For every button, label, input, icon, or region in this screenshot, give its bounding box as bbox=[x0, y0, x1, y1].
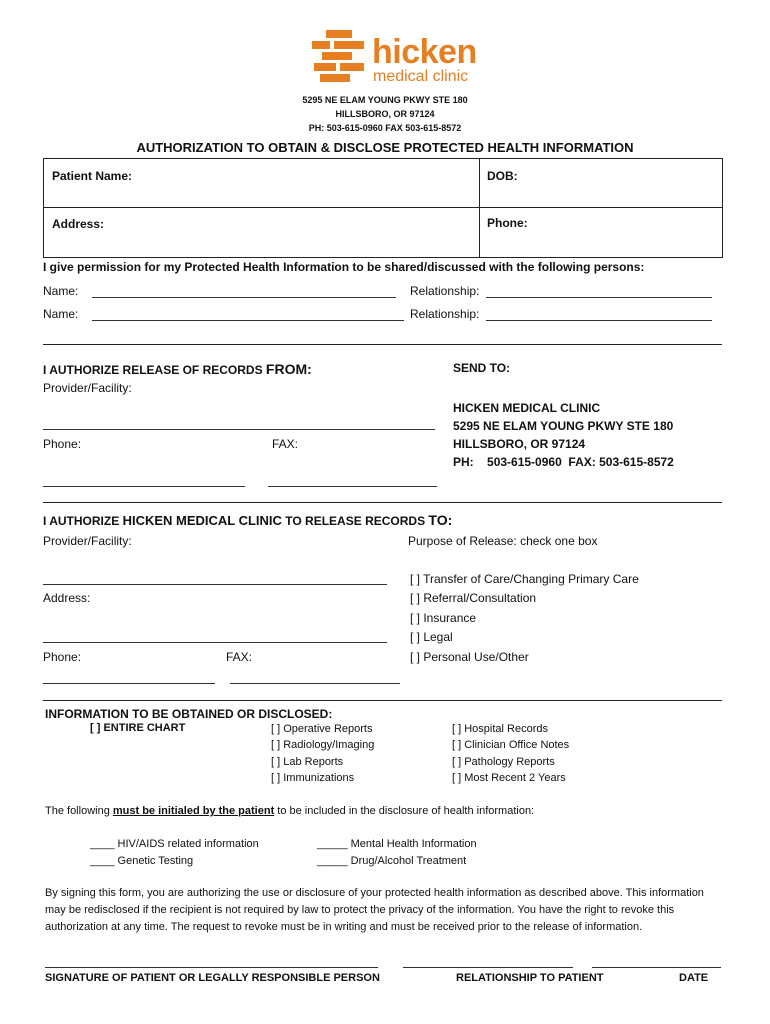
person2-name-label: Name: bbox=[43, 307, 79, 321]
info-lab-reports[interactable]: [ ] Lab Reports bbox=[271, 756, 344, 768]
permission-statement: I give permission for my Protected Health Information to be shared/discussed with the following persons: bbox=[43, 260, 645, 274]
from-fax-label: FAX: bbox=[272, 437, 299, 451]
info-recent-2-years[interactable]: [ ] Most Recent 2 Years bbox=[452, 772, 566, 784]
disclaimer-line-1: By signing this form, you are authorizing the use or disclosure of your protected health information as described above. This information bbox=[45, 887, 704, 899]
from-provider-line[interactable] bbox=[43, 429, 435, 430]
section-divider bbox=[43, 502, 722, 503]
info-operative-reports[interactable]: [ ] Operative Reports bbox=[271, 723, 373, 735]
address-field[interactable]: Address: bbox=[52, 217, 105, 231]
info-entire-chart[interactable]: [ ] ENTIRE CHART bbox=[90, 722, 186, 734]
person1-name-label: Name: bbox=[43, 284, 79, 298]
signature-label: SIGNATURE OF PATIENT OR LEGALLY RESPONSIBLE PERSON bbox=[45, 972, 380, 984]
clinic-address-line1: 5295 NE ELAM YOUNG PKWY STE 180 bbox=[302, 95, 468, 105]
person2-relationship-label: Relationship: bbox=[410, 307, 480, 321]
send-to-phone-fax: PH: 503-615-0960 FAX: 503-615-8572 bbox=[453, 455, 674, 469]
from-phone-line[interactable] bbox=[43, 486, 245, 487]
section-divider bbox=[43, 700, 722, 701]
info-hospital-records[interactable]: [ ] Hospital Records bbox=[452, 723, 548, 735]
to-phone-line[interactable] bbox=[43, 683, 215, 684]
section-divider bbox=[43, 344, 722, 345]
patient-info-box bbox=[43, 158, 723, 258]
from-phone-label: Phone: bbox=[43, 437, 82, 451]
clinic-phone-fax: PH: 503-615-0960 FAX 503-615-8572 bbox=[308, 123, 462, 133]
disclaimer-line-2: may be redisclosed if the recipient is not required by law to protect the privacy of the information. You have the right to revoke this bbox=[45, 904, 675, 916]
purpose-option-referral[interactable]: [ ] Referral/Consultation bbox=[410, 591, 537, 605]
info-radiology-imaging[interactable]: [ ] Radiology/Imaging bbox=[271, 739, 375, 751]
person2-name-line[interactable] bbox=[92, 320, 404, 321]
initials-intro: The following must be initialed by the patient to be included in the disclosure of health information: bbox=[45, 805, 535, 817]
info-clinician-notes[interactable]: [ ] Clinician Office Notes bbox=[452, 739, 570, 751]
person2-relationship-line[interactable] bbox=[486, 320, 712, 321]
to-phone-label: Phone: bbox=[43, 650, 82, 664]
to-address-line[interactable] bbox=[43, 642, 387, 643]
to-address-label: Address: bbox=[43, 591, 91, 605]
initial-hiv-aids[interactable]: ____ HIV/AIDS related information bbox=[90, 838, 259, 850]
patient-name-field[interactable]: Patient Name: bbox=[52, 169, 133, 183]
release-from-heading: I AUTHORIZE RELEASE OF RECORDS FROM: bbox=[43, 361, 312, 377]
to-provider-line[interactable] bbox=[43, 584, 387, 585]
dob-field[interactable]: DOB: bbox=[487, 169, 518, 183]
disclaimer-line-3: authorization at any time. The request to revoke must be in writing and must be received prior to the release of information. bbox=[45, 921, 643, 933]
relationship-line[interactable] bbox=[403, 967, 573, 968]
send-to-heading: SEND TO: bbox=[453, 361, 511, 375]
initial-drug-alcohol[interactable]: _____ Drug/Alcohol Treatment bbox=[317, 855, 467, 867]
clinic-logo-icon bbox=[310, 30, 370, 86]
phone-field[interactable]: Phone: bbox=[487, 216, 528, 230]
logo-subtitle: medical clinic bbox=[373, 68, 469, 85]
initial-genetic-testing[interactable]: ____ Genetic Testing bbox=[90, 855, 194, 867]
to-fax-line[interactable] bbox=[230, 683, 400, 684]
clinic-address-line2: HILLSBORO, OR 97124 bbox=[335, 109, 435, 119]
relationship-label: RELATIONSHIP TO PATIENT bbox=[456, 972, 604, 984]
send-to-street: 5295 NE ELAM YOUNG PKWY STE 180 bbox=[453, 419, 674, 433]
person1-relationship-label: Relationship: bbox=[410, 284, 480, 298]
purpose-option-legal[interactable]: [ ] Legal bbox=[410, 630, 453, 644]
send-to-clinic: HICKEN MEDICAL CLINIC bbox=[453, 401, 601, 415]
date-label: DATE bbox=[679, 972, 709, 984]
purpose-option-personal[interactable]: [ ] Personal Use/Other bbox=[410, 650, 529, 664]
purpose-option-transfer[interactable]: [ ] Transfer of Care/Changing Primary Care bbox=[410, 572, 639, 586]
information-heading: INFORMATION TO BE OBTAINED OR DISCLOSED: bbox=[45, 707, 333, 721]
info-immunizations[interactable]: [ ] Immunizations bbox=[271, 772, 355, 784]
to-provider-label: Provider/Facility: bbox=[43, 534, 132, 548]
to-fax-label: FAX: bbox=[226, 650, 253, 664]
date-line[interactable] bbox=[592, 967, 721, 968]
signature-line[interactable] bbox=[45, 967, 378, 968]
purpose-heading: Purpose of Release: check one box bbox=[408, 534, 598, 548]
person1-relationship-line[interactable] bbox=[486, 297, 712, 298]
from-provider-label: Provider/Facility: bbox=[43, 381, 132, 395]
initial-mental-health[interactable]: _____ Mental Health Information bbox=[317, 838, 477, 850]
info-pathology-reports[interactable]: [ ] Pathology Reports bbox=[452, 756, 555, 768]
send-to-city: HILLSBORO, OR 97124 bbox=[453, 437, 586, 451]
person1-name-line[interactable] bbox=[92, 297, 396, 298]
release-to-heading: I AUTHORIZE HICKEN MEDICAL CLINIC TO RELEASE RECORDS TO: bbox=[43, 512, 453, 528]
purpose-option-insurance[interactable]: [ ] Insurance bbox=[410, 611, 477, 625]
from-fax-line[interactable] bbox=[268, 486, 437, 487]
form-title: AUTHORIZATION TO OBTAIN & DISCLOSE PROTECTED HEALTH INFORMATION bbox=[136, 140, 634, 155]
logo-name: hicken bbox=[372, 33, 477, 71]
